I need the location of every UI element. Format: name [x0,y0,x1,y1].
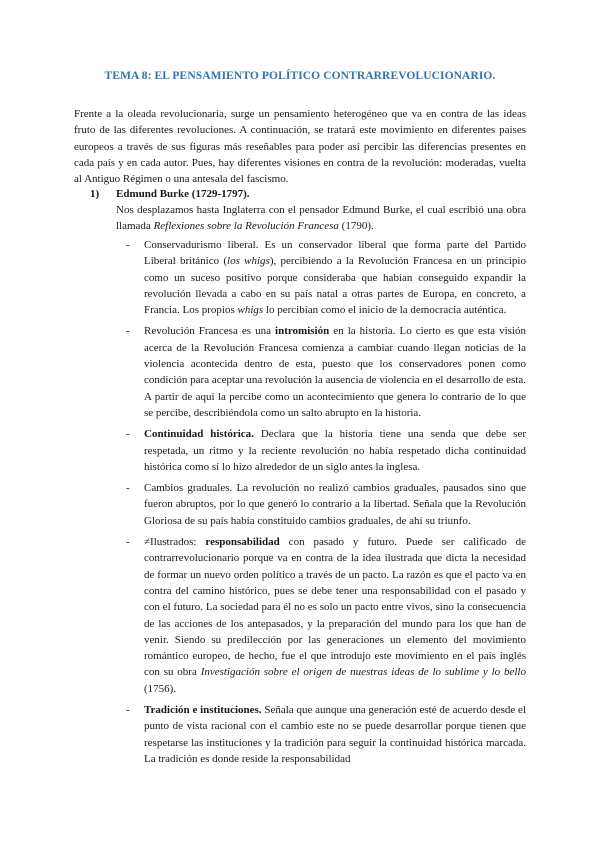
bullet-text: Revolución Francesa es una [144,325,276,338]
bullet-text: (1756). [144,682,177,695]
intro-paragraph: Frente a la oleada revolucionaria, surge un pensamiento heterogéneo que va en contra de las ideas fruto de las diferentes revoluciones. A continuación, se tratará este movimiento en diferentes países europeos a través de sus figuras más reseñables para poder así percibir las diferencias presentes en cada país y en cada autor. Pues, hay diferentes visiones en contra de la revolución: moderadas, vuelta al Antiguo Régimen o una antesala del fascismo. [74,108,526,186]
section-title: Edmund Burke (1729-1797). [116,188,250,200]
list-item [116,323,526,421]
bullet-marker: - [126,325,130,338]
bullet-marker: - [126,704,130,717]
bullet-bold: Continuidad histórica. [144,428,254,441]
lead-work-title: Reflexiones sobre la Revolución Francesa [153,220,339,233]
bullet-text: ), percibiendo a la Revolución Francesa en un principio como un suceso positivo porque consideraba que habían conseguido expandir la revolución llevada a cabo en su país natal a otras partes de Europa, en concreto, a Francia. Los propios [144,255,526,317]
bullet-italic: whigs [237,304,264,317]
bullet-text: en la historia. Lo cierto es que esta visión acerca de la Revolución Francesa comienza a cambiar cuando llegan noticias de la violencia acontecida dentro de esta, puesto que los conservadores ponen como condición para aceptar una revolución la ausencia de violencia en el desarrollo de esta. A partir de aquí la percibe como un acontecimiento que genera lo contrario de lo que se percibe, describiéndola como un salto abrupto en la historia. [144,325,526,419]
bullet-marker: - [126,482,130,495]
bullet-marker: - [126,428,130,441]
list-item [116,426,526,475]
lead-text-end: (1790). [338,220,374,233]
bullet-text: con pasado y futuro. Puede ser calificado de contrarrevolucionario porque va en contra de la idea ilustrada que dicta la necesidad de formar un nuevo orden político a través de un pacto. La razón es que el pacto va en contra del camino histórico, pues se debe tener una responsabilidad con el pasado y con el futuro. La sociedad para él no es solo un pacto entre vivos, sino la consecuencia de las acciones de los antepasados, y la preparación del mundo para los que han de venir. Siendo su predilección por las generaciones un elemento del movimiento romántico europeo, de hecho, fue el que introdujo este movimiento en el país inglés con su obra [144,536,527,679]
bullet-text: ≠Ilustrados: [144,536,206,549]
section-number: 1) [90,188,100,200]
bullet-marker: - [126,536,130,549]
bullet-bold: responsabilidad [205,536,280,549]
section-heading [90,186,250,202]
bullet-italic: Investigación sobre el origen de nuestras ideas de lo sublime y lo bello [200,666,526,679]
list-item [116,237,526,318]
page-title: TEMA 8: EL PENSAMIENTO POLÍTICO CONTRARREVOLUCIONARIO. [104,70,496,82]
bullet-italic: los whigs [227,255,270,268]
bullet-text: lo percibían como el inicio de la democracia auténtica. [263,304,507,317]
lead-text: Nos desplazamos hasta Inglaterra con el pensador Edmund Burke, el cual escribió una obra llamada [116,204,526,233]
list-item [116,480,526,529]
list-item [116,702,526,767]
bullet-bold: Tradición e instituciones. [144,704,262,717]
bullet-text: Cambios graduales. La revolución no realizó cambios graduales, pausados sino que fueron abruptos, por lo que generó lo contrario a la libertad. Señala que la Revolución Gloriosa de su país había constituido cambios graduales, de ahí su triunfo. [144,482,526,527]
list-item [116,534,526,697]
section-lead-paragraph [116,202,526,235]
bullet-text: Conservadurismo liberal. Es un conservador liberal que forma parte del Partido Liberal británico ( [144,239,526,268]
bullet-marker: - [126,239,130,251]
bullet-text: Señala que aunque una generación esté de acuerdo desde el punto de vista racional con el cambio este no se puede desarrollar porque tienen que respetarse las instituciones y la tradición para seguir la continuidad histórica marcada. La tradición es donde reside la responsabilidad [144,704,526,765]
bullet-text: Declara que la historia tiene una senda que debe ser respetada, un ritmo y la reciente revolución no había respetado dicha continuidad histórica como sí lo hizo alrededor de un siglo antes la inglesa. [144,428,526,473]
bullet-bold: intromisión [275,325,330,338]
bullet-list [116,237,526,772]
